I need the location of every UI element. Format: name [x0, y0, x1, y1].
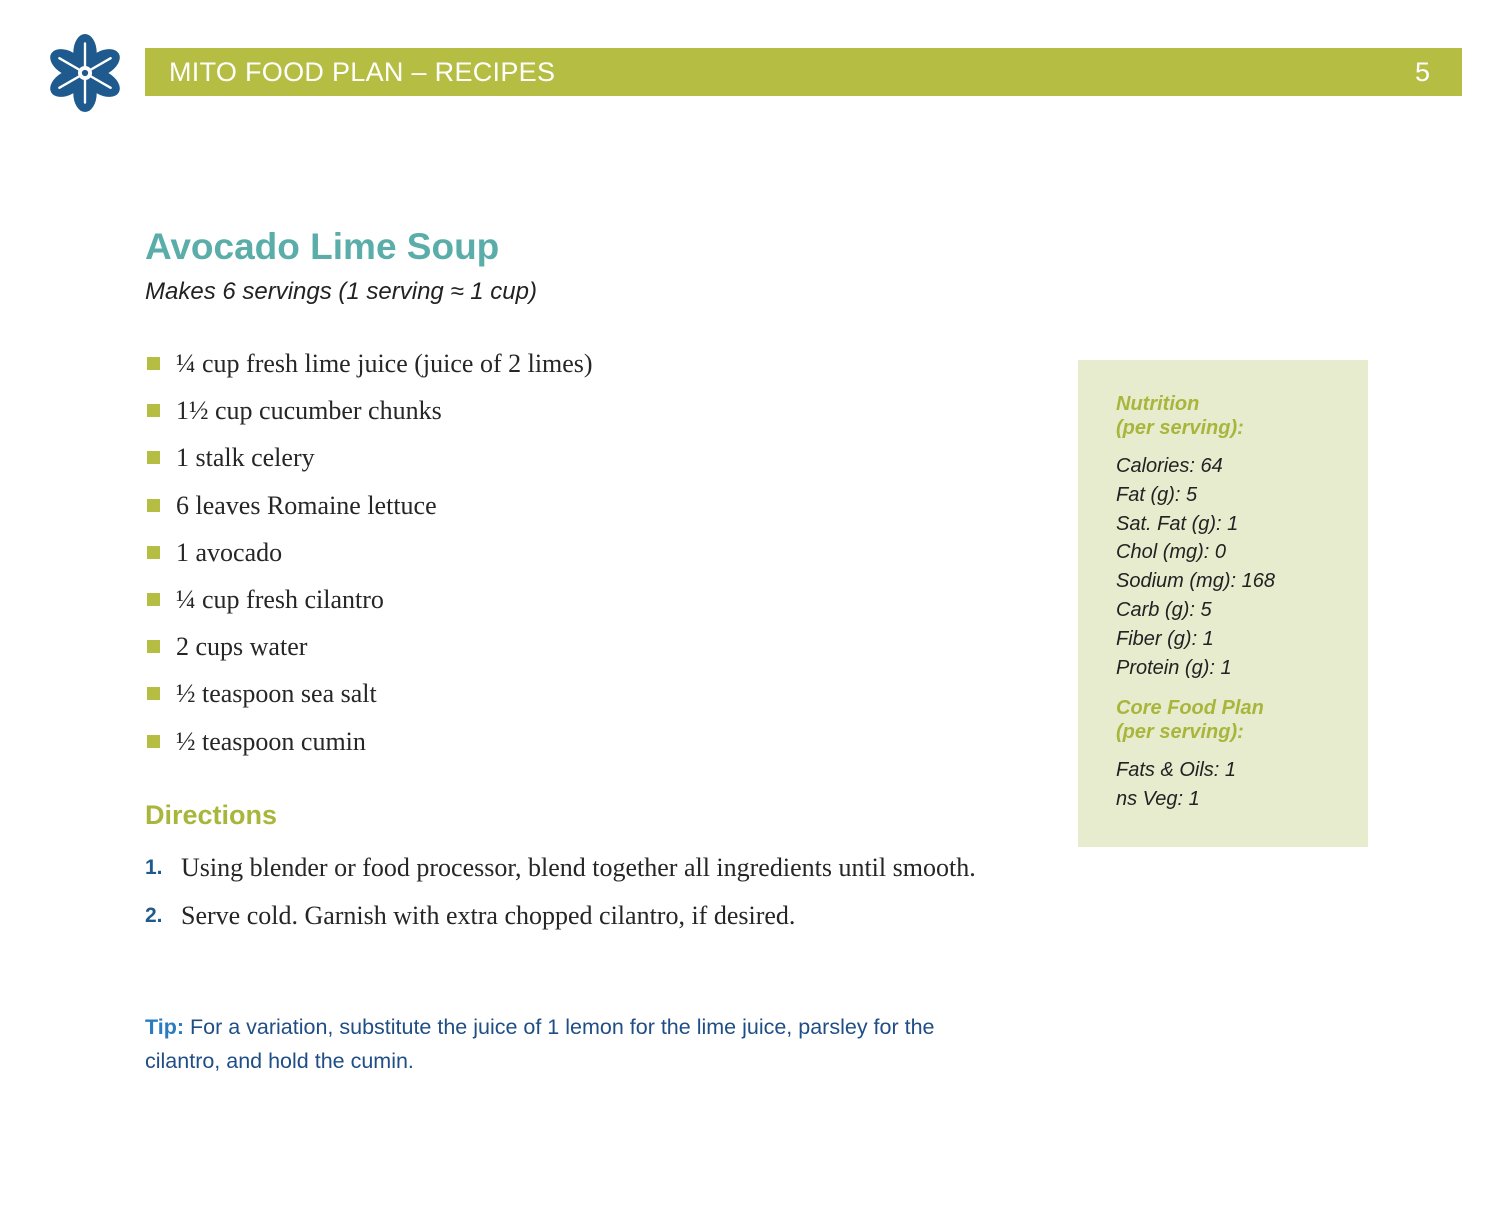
ingredient-list	[145, 342, 593, 767]
list-item: Fat (g): 5	[1116, 483, 1198, 506]
directions-heading: Directions	[145, 800, 278, 830]
list-item: Chol (mg): 0	[1116, 541, 1227, 564]
step-text: Using blender or food processor, blend together all ingredients until smooth.	[181, 853, 976, 882]
nutrition-list	[1116, 452, 1361, 682]
direction-step	[145, 848, 1005, 888]
recipe-title: Avocado Lime Soup	[145, 226, 500, 267]
tip-text: For a variation, substitute the juice of 1 lemon for the lime juice, parsley for the cilantro, and hold the cumin.	[145, 1015, 935, 1073]
list-item: 1½ cup cucumber chunks	[145, 389, 593, 436]
list-item: Protein (g): 1	[1116, 656, 1232, 679]
nutrition-sidebar	[1078, 360, 1368, 847]
list-item: Fats & Oils: 1	[1116, 759, 1237, 782]
square-bullet-icon	[147, 499, 160, 512]
square-bullet-icon	[147, 687, 160, 700]
page-number: 5	[1414, 57, 1430, 87]
square-bullet-icon	[147, 735, 160, 748]
square-bullet-icon	[147, 593, 160, 606]
directions-list	[145, 848, 1005, 944]
list-item: Sodium (mg): 168	[1116, 570, 1275, 593]
core-food-plan-list	[1116, 756, 1361, 814]
list-item: ns Veg: 1	[1116, 788, 1200, 811]
servings-note: Makes 6 servings (1 serving ≈ 1 cup)	[145, 278, 537, 305]
flower-logo-icon	[46, 34, 124, 112]
square-bullet-icon	[147, 404, 160, 417]
nutrition-heading: Nutrition (per serving):	[1116, 393, 1244, 439]
list-item: 1 avocado	[145, 531, 593, 578]
list-item: Fiber (g): 1	[1116, 627, 1214, 650]
list-item: Carb (g): 5	[1116, 598, 1212, 621]
list-item: 1 stalk celery	[145, 436, 593, 483]
core-food-plan-heading: Core Food Plan (per serving):	[1116, 697, 1264, 744]
tip-label: Tip:	[145, 1015, 185, 1039]
list-item: Sat. Fat (g): 1	[1116, 512, 1239, 535]
square-bullet-icon	[147, 640, 160, 653]
list-item: 6 leaves Romaine lettuce	[145, 484, 593, 531]
header-bar	[145, 48, 1462, 96]
step-number: 1.	[145, 856, 163, 879]
square-bullet-icon	[147, 546, 160, 559]
square-bullet-icon	[147, 357, 160, 370]
step-text: Serve cold. Garnish with extra chopped cilantro, if desired.	[181, 901, 796, 930]
direction-step	[145, 896, 1005, 936]
list-item: 2 cups water	[145, 625, 593, 672]
header-title: MITO FOOD PLAN – RECIPES	[169, 57, 556, 87]
list-item: ½ teaspoon sea salt	[145, 672, 593, 719]
step-number: 2.	[145, 904, 163, 927]
square-bullet-icon	[147, 451, 160, 464]
list-item: Calories: 64	[1116, 455, 1223, 477]
list-item: ½ teaspoon cumin	[145, 720, 593, 767]
list-item: ¼ cup fresh cilantro	[145, 578, 593, 625]
list-item: ¼ cup fresh lime juice (juice of 2 limes)	[145, 342, 593, 389]
tip-note	[145, 1010, 1015, 1078]
